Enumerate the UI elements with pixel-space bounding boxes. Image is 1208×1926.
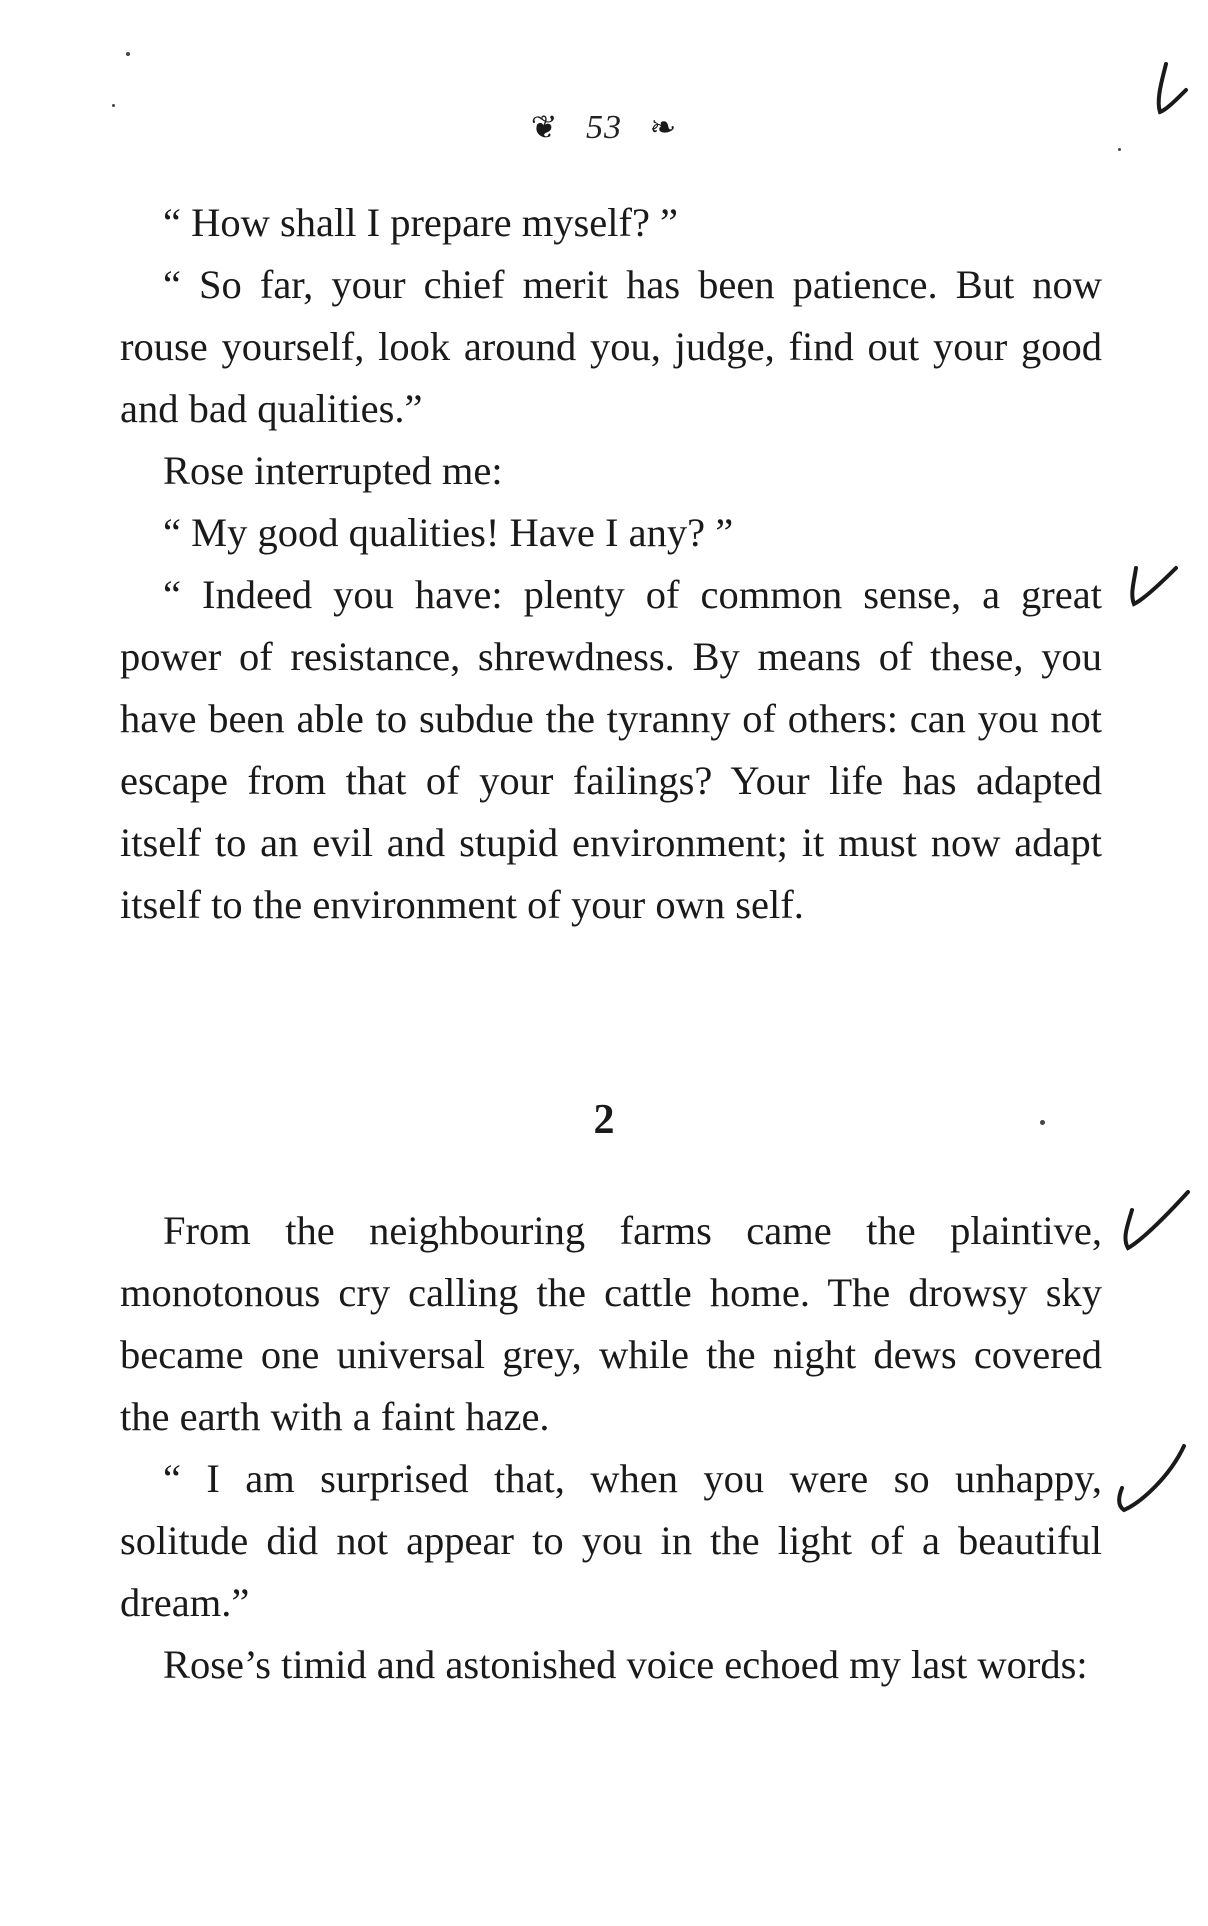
- handwritten-check-icon: [1152, 60, 1192, 120]
- paragraph: From the neighbouring farms came the plaintive, monotonous cry calling the cattle home. The drowsy sky became one universal grey, while the night dews covered the earth with a faint haze.: [120, 1208, 1102, 1439]
- handwritten-check-icon: [1112, 1440, 1192, 1520]
- handwritten-check-icon: [1114, 1186, 1194, 1256]
- section-1-text: [120, 192, 1102, 936]
- paragraph: “ My good qualities! Have I any? ”: [163, 510, 734, 555]
- section-number: 2: [593, 1097, 615, 1143]
- paragraph: Rose’s timid and astonished voice echoed my last words:: [163, 1642, 1088, 1687]
- fleuron-right-icon: ❧: [649, 109, 678, 145]
- page-header: [0, 108, 1208, 147]
- scan-speck: [126, 52, 130, 56]
- paragraph: “ So far, your chief merit has been patience. But now rouse yourself, look around you, judge, find out your good and bad qualities.”: [120, 262, 1102, 431]
- scan-speck: [112, 104, 115, 107]
- scan-speck: [1040, 1120, 1045, 1125]
- paragraph: “ I am surprised that, when you were so unhappy, solitude did not appear to you in the light of a beautiful dream.”: [120, 1456, 1102, 1625]
- scan-speck: [1118, 148, 1121, 151]
- section-2-text: [120, 1200, 1102, 1696]
- handwritten-check-icon: [1126, 560, 1186, 616]
- fleuron-left-icon: ❦: [530, 109, 559, 145]
- paragraph: “ Indeed you have: plenty of common sense, a great power of resistance, shrewdness. By means of these, you have been able to subdue the tyranny of others: can you not escape from that of your failings? Your life has adapted itself to an evil and stupid environment; it must now adapt itself to the environment of your own self.: [120, 572, 1102, 927]
- page-number: 53: [586, 109, 622, 146]
- paragraph: “ How shall I prepare myself? ”: [163, 200, 679, 245]
- paragraph: Rose interrupted me:: [163, 448, 503, 493]
